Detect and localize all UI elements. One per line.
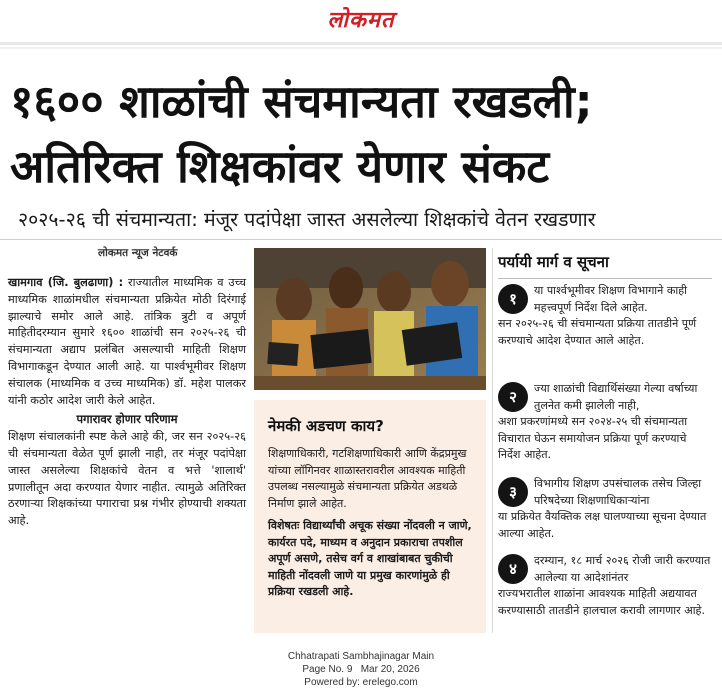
- sidebar-item-2: [498, 381, 712, 464]
- info-box-body: [268, 446, 478, 607]
- article-body: [8, 275, 246, 530]
- headline-line-2: अतिरिक्त शिक्षकांवर येणार संकट: [10, 140, 550, 193]
- footer-powered-by[interactable]: [0, 677, 722, 688]
- number-badge: ४: [498, 554, 528, 584]
- masthead-divider-thin: [0, 47, 722, 49]
- article-paragraph-1: [8, 275, 246, 409]
- sidebar-title: पर्यायी मार्ग व सूचना: [498, 253, 609, 271]
- article-paragraph-1-text: राज्यातील माध्यमिक व उच्च माध्यमिक शाळांमधील संचमान्यता प्रक्रियेत मोठी दिरंगाई झाल्याचे समोर आले आहे. तांत्रिक त्रुटी व अपूर्ण माहितीदरम्यान सुमारे १६०० शाळांची सन २०२५-२६ ची संचमान्यता अद्याप प्रलंबित असल्याची माहिती शिक्षण विभागाकडून देण्यात आली आहे. या पार्श्वभूमीवर शिक्षण संचालक (माध्यमिक व उच्च माध्यमिक) डॉ. महेश पालकर यांनी कठोर आदेश जारी केले आहेत.: [8, 276, 246, 407]
- lokmat-logo: लोकमत: [327, 8, 395, 33]
- sidebar-item-rest: अशा प्रकरणांमध्ये सन २०२४-२५ ची संचमान्यता विचारात घेऊन समायोजन प्रक्रिया पूर्ण करण्याचे निर्देश आहेत.: [498, 415, 688, 462]
- sidebar-item-rest: या प्रक्रियेत वैयक्तिक लक्ष घालण्याच्या सूचना देण्यात आल्या आहेत.: [498, 510, 707, 540]
- headline-line-1: १६०० शाळांची संचमान्यता रखडली;: [10, 75, 593, 128]
- number-badge: ३: [498, 477, 528, 507]
- sidebar-item-first-lines: ज्या शाळांची विद्यार्थिसंख्या गेल्या वर्षाच्या तुलनेत कमी झालेली नाही,: [534, 382, 698, 412]
- sidebar-item-4: [498, 553, 712, 619]
- article-subheading: पगारावर होणार परिणाम: [76, 412, 178, 427]
- subheadline: २०२५-२६ ची संचमान्यता: मंजूर पदांपेक्षा जास्त असलेल्या शिक्षकांचे वेतन रखडणार: [18, 208, 596, 231]
- powered-by-link[interactable]: Powered by: erelego.com: [304, 677, 418, 688]
- sidebar-item-rest: राज्यभरातील शाळांना आवश्यक माहिती अद्ययावत करण्यासाठी तातडीने हालचाल करावी लागणार आहे.: [498, 587, 705, 617]
- number-badge: १: [498, 284, 528, 314]
- sidebar-item-rest: सन २०२५-२६ ची संचमान्यता प्रक्रिया तातडीने पूर्ण करण्याचे आदेश देण्यात आले आहेत.: [498, 317, 697, 347]
- info-box-title: नेमकी अडचण काय?: [268, 417, 384, 435]
- children-photo: [254, 248, 486, 390]
- sidebar-title-rule: [498, 278, 712, 279]
- sidebar-item-1: [498, 283, 712, 349]
- info-box-paragraph-2: विशेषतः विद्यार्थ्यांची अचूक संख्या नोंदवली न जाणे, कार्यरत पदे, माध्यम व अनुदान प्रकाराचा तपशील अपूर्ण असणे, तसेच वर्ग व शाखांबाबत चुकीची माहिती नोंदवली जाणे या प्रमुख कारणांमुळे ही प्रक्रिया रखडली आहे.: [268, 519, 472, 598]
- byline: लोकमत न्यूज नेटवर्क: [98, 247, 178, 259]
- info-box-paragraph-1: शिक्षणाधिकारी, गटशिक्षणाधिकारी आणि केंद्रप्रमुख यांच्या लॉगिनवर शाळास्तरावरील आवश्यक माहिती उपलब्ध नसल्यामुळे संचमान्यता प्रक्रियेत अडथळे निर्माण झाले आहेत.: [268, 447, 467, 510]
- article-paragraph-2: शिक्षण संचालकांनी स्पष्ट केले आहे की, जर सन २०२५-२६ ची संचमान्यता वेळेत पूर्ण झाली नाही, तर मंजूर पदांपेक्षा जास्त असलेल्या शिक्षकांचे वेतन व भत्ते 'शालार्थ' प्रणालीतून अदा करण्यात येणार नाहीत. त्यामुळे अतिरिक्त ठरणाऱ्या शिक्षकांच्या पगाराचा प्रश्न गंभीर होण्याची शक्यता आहे.: [8, 430, 246, 528]
- sidebar-item-first-lines: या पार्श्वभूमीवर शिक्षण विभागाने काही महत्त्वपूर्ण निर्देश दिले आहेत.: [534, 284, 688, 314]
- section-divider: [0, 239, 722, 240]
- footer-edition: Chhatrapati Sambhajinagar Main: [287, 651, 435, 662]
- sidebar-item-3: [498, 476, 712, 542]
- children-with-slates-image: [254, 248, 486, 390]
- column-divider: [492, 248, 493, 633]
- footer-page-date: Page No. 9 Mar 20, 2026: [302, 664, 420, 675]
- masthead-divider: [0, 42, 722, 45]
- number-badge: २: [498, 382, 528, 412]
- sidebar-item-first-lines: दरम्यान, १८ मार्च २०२६ रोजी जारी करण्यात आलेल्या या आदेशांनंतर: [534, 554, 711, 584]
- sidebar-item-first-lines: विभागीय शिक्षण उपसंचालक तसेच जिल्हा परिषदेच्या शिक्षणाधिकाऱ्यांना: [534, 477, 702, 507]
- dateline: खामगाव (जि. बुलढाणा) :: [8, 276, 124, 289]
- masthead: [0, 0, 722, 50]
